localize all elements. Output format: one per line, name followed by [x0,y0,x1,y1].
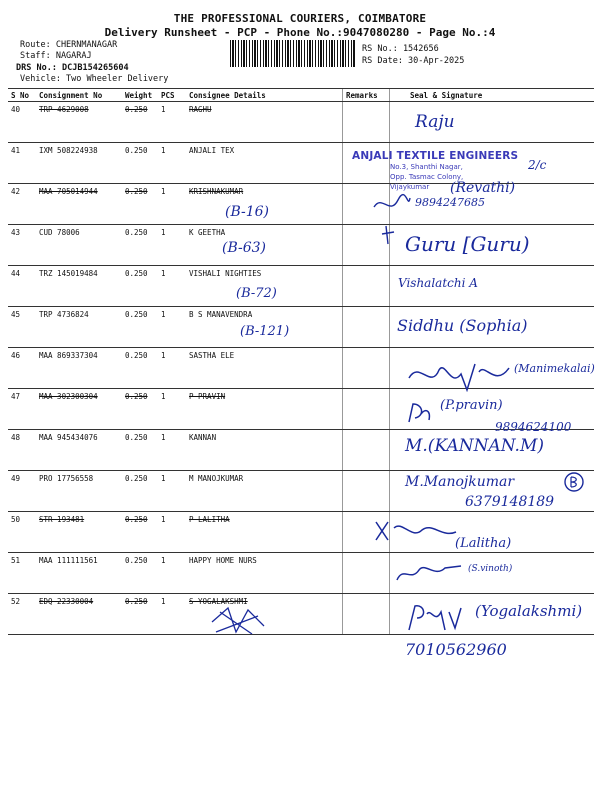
signature-happy-home: (S.vinoth) [468,564,513,574]
cell-weight: 0.250 [122,553,158,594]
cell-weight: 0.250 [122,512,158,553]
scribble-mark [405,400,435,426]
cell-consignee: S YOGALAKSHMI [186,594,343,635]
phone-yogalakshmi: 7010562960 [405,640,507,659]
cell-weight: 0.250 [122,102,158,143]
scribble-mark [405,358,515,392]
cell-sno: 50 [8,512,36,553]
cell-sno: 42 [8,184,36,225]
cell-pcs: 1 [158,102,186,143]
cell-consignee: ANJALI TEX [186,143,343,184]
cell-consignee: SASTHA ELE [186,348,343,389]
cell-consignment-no: MAA 705014944 [36,184,122,225]
cell-remarks [343,553,390,594]
cell-consignee: M MANOJKUMAR [186,471,343,512]
cell-consignment-no: TRP 4736824 [36,307,122,348]
cell-pcs: 1 [158,266,186,307]
scribble-mark [380,224,400,248]
cell-weight: 0.250 [122,184,158,225]
drs-number: DRS No.: DCJB154265604 [16,63,129,73]
cell-weight: 0.250 [122,307,158,348]
cell-consignee: B S MANAVENDRA [186,307,343,348]
cell-pcs: 1 [158,184,186,225]
note-geetha: (B-63) [222,240,267,256]
cell-weight: 0.250 [122,430,158,471]
cell-sno: 48 [8,430,36,471]
note-manavendra: (B-121) [240,324,290,339]
phone-pravin: 9894624100 [495,420,572,434]
phone-manojkumar: 6379148189 [465,494,555,510]
scribble-mark [405,600,465,636]
cell-remarks [343,430,390,471]
cell-pcs: 1 [158,594,186,635]
table-row [8,102,594,143]
cell-consignee: VISHALI NIGHTIES [186,266,343,307]
cell-weight: 0.250 [122,143,158,184]
cell-remarks [343,389,390,430]
cell-weight: 0.250 [122,389,158,430]
stamp-line: Vijaykumar [390,183,430,191]
cell-sno: 44 [8,266,36,307]
cell-sno: 46 [8,348,36,389]
table-row [8,266,594,307]
circled-mark [562,470,586,494]
cell-consignee: P LALITHA [186,512,343,553]
stamp-line: No.3, Shanthi Nagar, [390,163,463,171]
signature-anjali-name: (Revathi) [450,180,516,196]
runsheet-subtitle: Delivery Runsheet - PCP - Phone No.:9047080280 - Page No.:4 [104,26,496,39]
scribble-mark [372,518,462,546]
cell-consignee: RAGHU [186,102,343,143]
cell-remarks [343,471,390,512]
cell-sno: 41 [8,143,36,184]
cell-consignee: KRISHNAKUMAR [186,184,343,225]
cell-remarks [343,266,390,307]
cell-pcs: 1 [158,307,186,348]
signature-manavendra: Siddhu (Sophia) [397,316,528,335]
cell-sno: 51 [8,553,36,594]
cell-pcs: 1 [158,389,186,430]
cell-consignment-no: CUD 78006 [36,225,122,266]
cell-sno: 43 [8,225,36,266]
signature-sastha: (Manimekalai) [514,362,595,375]
signature-pravin: (P.pravin) [440,398,503,413]
stamp-title: ANJALI TEXTILE ENGINEERS [352,150,519,162]
cell-remarks [343,594,390,635]
signature-kannan: M.(KANNAN.M) [405,436,544,456]
company-title: THE PROFESSIONAL COURIERS, COIMBATORE [173,12,427,25]
cell-consignment-no: MAA 945434076 [36,430,122,471]
cell-consignment-no: TRP 4629008 [36,102,122,143]
signature-lalitha: (Lalitha) [455,536,512,551]
cell-pcs: 1 [158,143,186,184]
signature-vishali: Vishalatchi A [398,276,478,290]
cell-consignee: P PRAVIN [186,389,343,430]
col-consignee: Consignee Details [186,89,343,102]
cell-remarks [343,307,390,348]
col-consignment: Consignment No [36,89,122,102]
signature-anjali-phone: 9894247685 [415,196,485,209]
cell-consignment-no: MAA 302300304 [36,389,122,430]
cell-consignee: K GEETHA [186,225,343,266]
scribble-mark [395,556,465,584]
route: Route: CHERNMANAGAR [20,40,118,50]
col-remarks: Remarks [343,89,390,102]
scribble-mark [372,192,412,217]
cell-pcs: 1 [158,348,186,389]
cell-sno: 40 [8,102,36,143]
cell-consignee: HAPPY HOME NURS [186,553,343,594]
signature-yogalakshmi: (Yogalakshmi) [475,602,583,620]
cell-consignee: KANNAN [186,430,343,471]
stamp-line: Opp. Tasmac Colony, [390,173,464,181]
cell-sno: 52 [8,594,36,635]
staff: Staff: NAGARAJ [20,51,92,61]
cell-pcs: 1 [158,512,186,553]
rs-date: RS Date: 30-Apr-2025 [362,56,465,66]
signature-anjali: 2/c [528,158,547,172]
cell-pcs: 1 [158,471,186,512]
scribble-mark [208,604,268,638]
cell-weight: 0.250 [122,594,158,635]
note-krishnakumar: (B-16) [225,204,270,220]
cell-consignment-no: MAA 869337304 [36,348,122,389]
cell-weight: 0.250 [122,266,158,307]
rs-number: RS No.: 1542656 [362,44,439,54]
table-header-row [8,89,594,102]
signature-manojkumar: M.Manojkumar [405,474,515,490]
cell-sno: 47 [8,389,36,430]
signature-raghu: Raju [415,112,455,132]
vehicle: Vehicle: Two Wheeler Delivery [20,74,169,84]
cell-consignment-no: STR 193481 [36,512,122,553]
cell-consignment-no: MAA 111111561 [36,553,122,594]
cell-sno: 45 [8,307,36,348]
col-pcs: PCS [158,89,186,102]
cell-weight: 0.250 [122,225,158,266]
cell-pcs: 1 [158,430,186,471]
cell-weight: 0.250 [122,348,158,389]
cell-consignment-no: IXM 508224938 [36,143,122,184]
cell-consignment-no: PRO 17756558 [36,471,122,512]
cell-consignment-no: EDQ 22330004 [36,594,122,635]
cell-sno: 49 [8,471,36,512]
cell-remarks [343,102,390,143]
cell-weight: 0.250 [122,471,158,512]
cell-pcs: 1 [158,225,186,266]
cell-remarks [343,348,390,389]
note-vishali: (B-72) [236,286,277,301]
col-weight: Weight [122,89,158,102]
col-signature: Seal & Signature [390,89,595,102]
barcode [230,40,355,67]
cell-pcs: 1 [158,553,186,594]
cell-consignment-no: TRZ 145019484 [36,266,122,307]
signature-geetha: Guru [Guru) [405,232,530,256]
col-sno: S No [8,89,36,102]
